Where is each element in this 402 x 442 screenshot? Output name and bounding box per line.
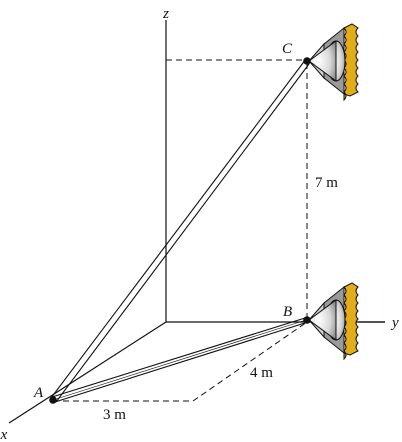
z-axis-label: z bbox=[163, 6, 169, 22]
point-c-dot bbox=[303, 57, 311, 65]
cable-ab bbox=[52, 318, 308, 402]
dimension-4m: 4 m bbox=[250, 365, 273, 381]
x-axis-label: x bbox=[0, 427, 8, 442]
dashed-to-b bbox=[193, 322, 307, 401]
dimension-7m: 7 m bbox=[315, 175, 338, 191]
dimension-3m: 3 m bbox=[103, 407, 126, 423]
point-b-dot bbox=[303, 316, 311, 324]
cable-ac bbox=[51, 59, 309, 402]
point-c-label: C bbox=[282, 41, 293, 57]
support-bracket-c bbox=[309, 24, 358, 100]
point-b-label: B bbox=[283, 304, 293, 320]
x-axis bbox=[9, 322, 166, 423]
point-a-label: A bbox=[34, 385, 44, 401]
point-a-dot bbox=[49, 396, 57, 404]
y-axis-label: y bbox=[392, 315, 399, 331]
support-bracket-b bbox=[309, 283, 358, 359]
